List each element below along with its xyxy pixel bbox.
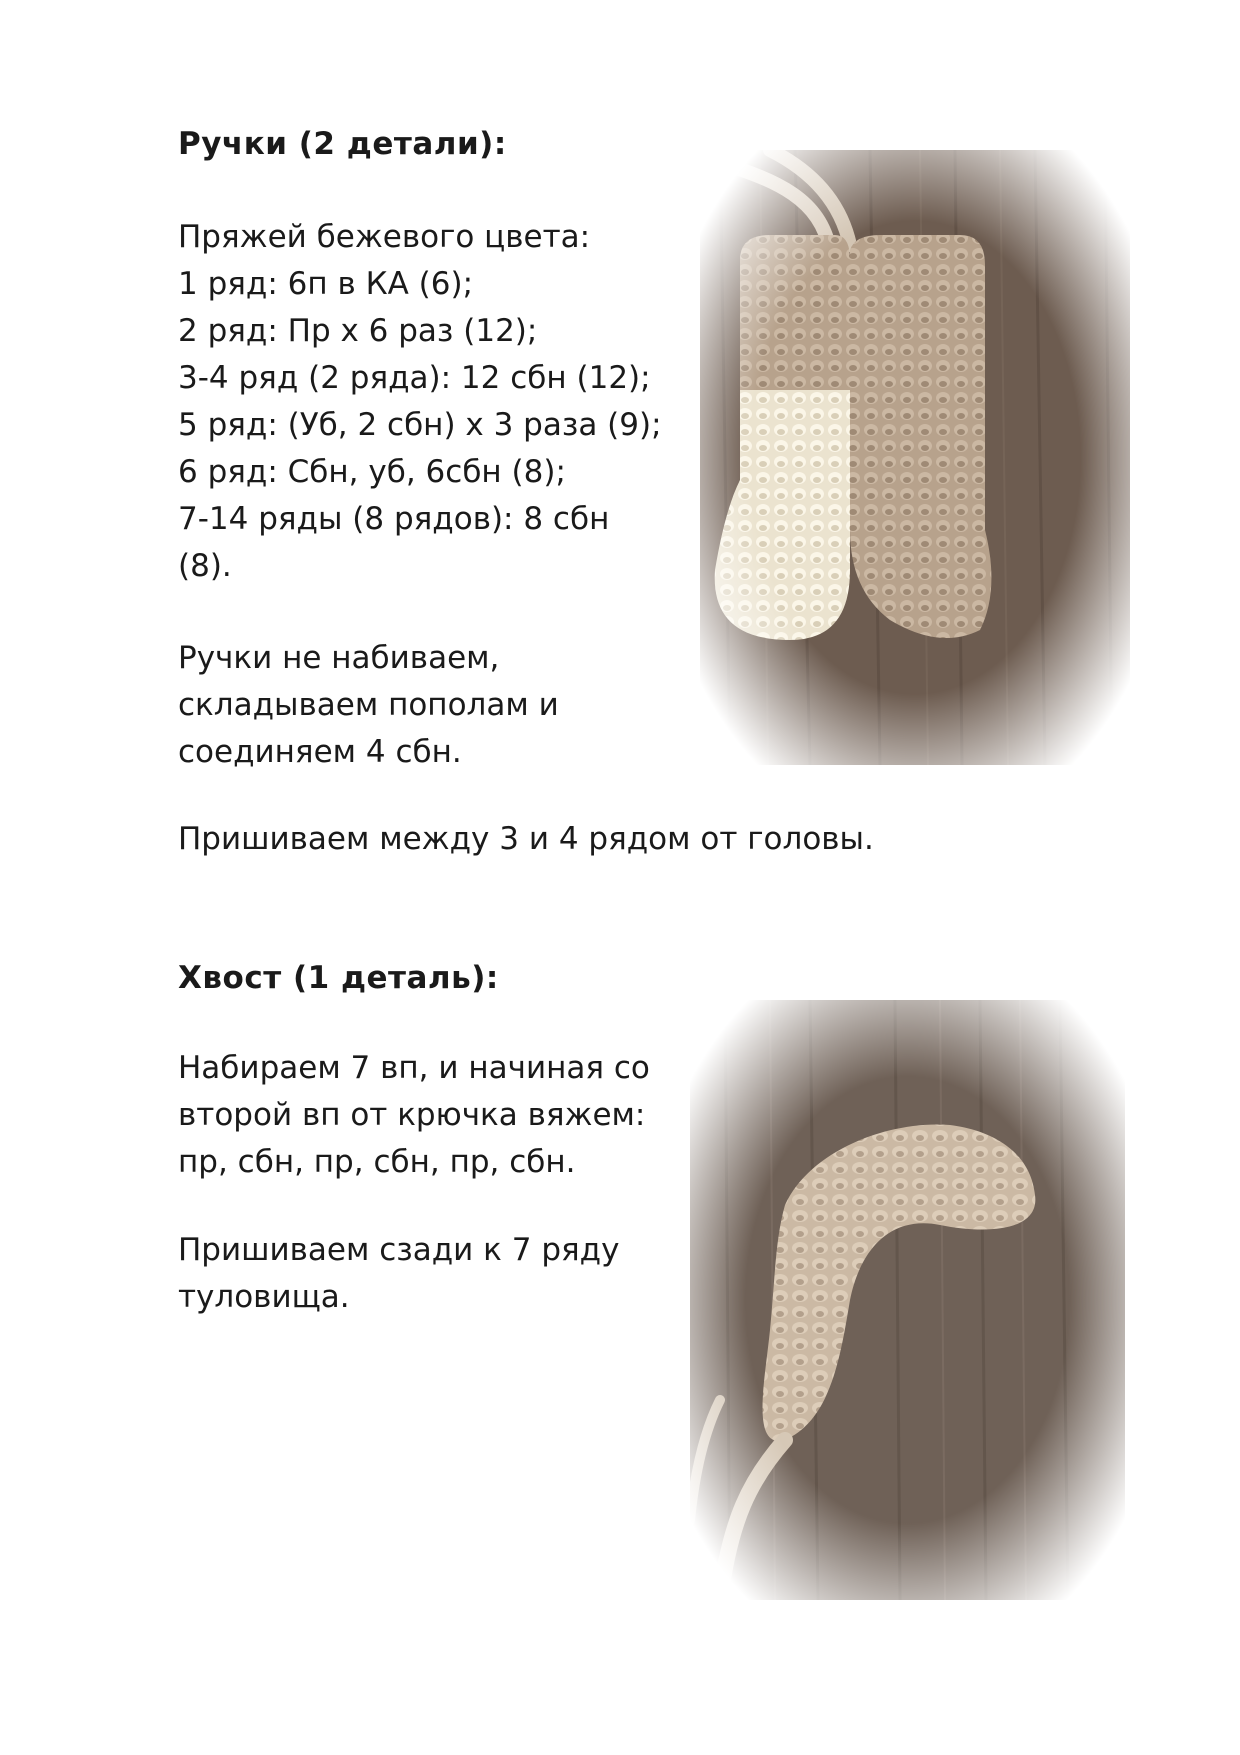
arms-note-line: Ручки не набиваем, [178, 640, 500, 676]
arms-intro: Пряжей бежевого цвета: [178, 219, 591, 255]
tail-sew-line: Пришиваем сзади к 7 ряду [178, 1232, 620, 1268]
tail-instruction-line: второй вп от крючка вяжем: [178, 1097, 646, 1133]
arms-row: 1 ряд: 6п в КА (6); [178, 266, 474, 302]
arms-note-line: складываем пополам и [178, 687, 559, 723]
tail-sew-note [178, 1227, 619, 1321]
arms-instructions [178, 214, 662, 590]
arms-row: 5 ряд: (Уб, 2 сбн) х 3 раза (9); [178, 407, 662, 443]
tail-sew-line: туловища. [178, 1279, 350, 1315]
arms-row: 3-4 ряд (2 ряда): 12 сбн (12); [178, 360, 651, 396]
arms-row: (8). [178, 548, 232, 584]
arms-note-line: соединяем 4 сбн. [178, 734, 462, 770]
arms-note [178, 635, 559, 776]
arms-row: 6 ряд: Сбн, уб, 6сбн (8); [178, 454, 566, 490]
tail-instruction-line: Набираем 7 вп, и начиная со [178, 1050, 650, 1086]
arms-row: 2 ряд: Пр х 6 раз (12); [178, 313, 538, 349]
arms-sew-note: Пришиваем между 3 и 4 рядом от головы. [178, 821, 874, 857]
section-title-arms: Ручки (2 детали): [178, 126, 507, 162]
tail-instructions [178, 1045, 650, 1186]
arms-photo [700, 150, 1130, 765]
arms-row: 7-14 ряды (8 рядов): 8 сбн [178, 501, 610, 537]
section-title-tail: Хвост (1 деталь): [178, 960, 499, 996]
tail-instruction-line: пр, сбн, пр, сбн, пр, сбн. [178, 1144, 576, 1180]
tail-photo [690, 1000, 1125, 1600]
